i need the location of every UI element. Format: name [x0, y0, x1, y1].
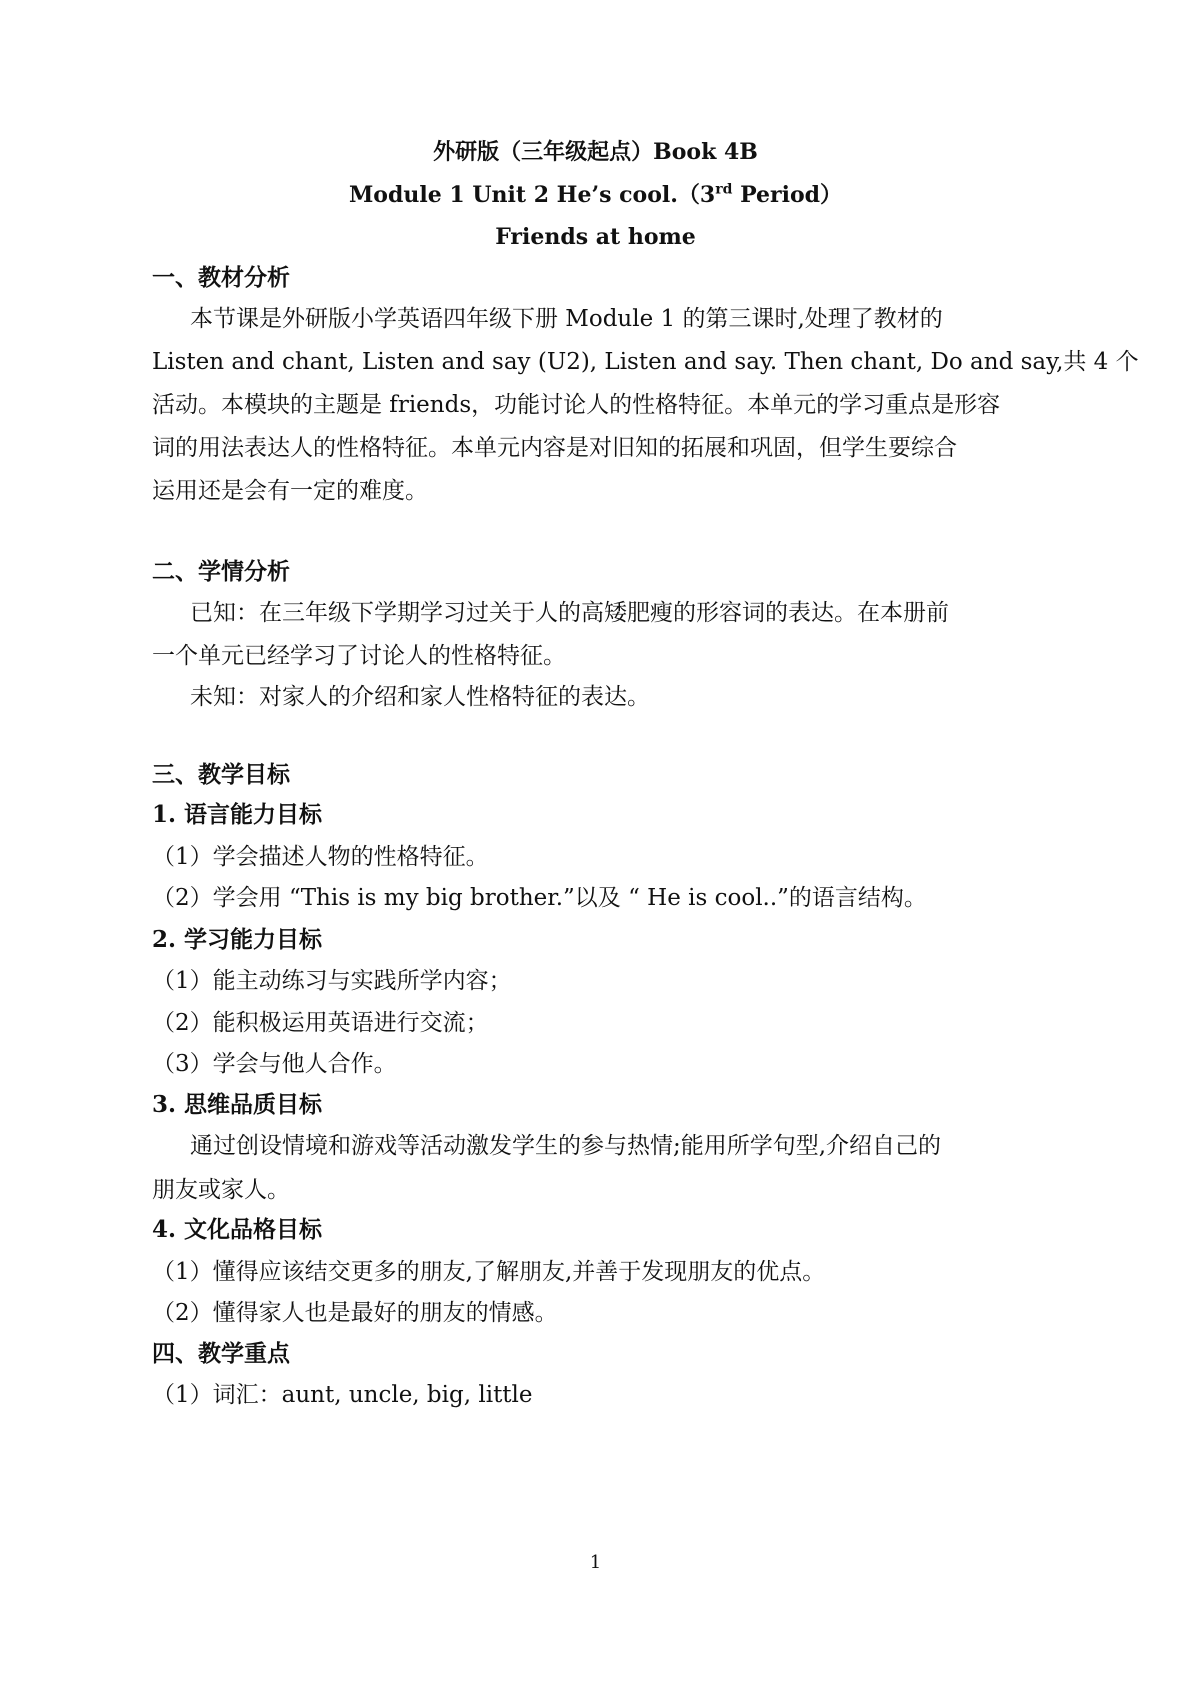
doc-subtitle: Friends at home — [495, 224, 696, 250]
paragraph-line: 通过创设情境和游戏等活动激发学生的参与热情;能用所学句型,介绍自己的 — [190, 1133, 942, 1159]
paragraph-line: 一个单元已经学习了讨论人的性格特征。 — [152, 643, 566, 669]
paragraph-line: 朋友或家人。 — [152, 1177, 290, 1203]
page-number: 1 — [589, 1552, 602, 1573]
paragraph-line: 活动。本模块的主题是 friends，功能讨论人的性格特征。本单元的学习重点是形容 — [152, 392, 1001, 418]
list-item: （1）能主动练习与实践所学内容； — [152, 968, 512, 994]
section-heading-teaching-objectives: 三、教学目标 — [152, 761, 290, 788]
list-item: （1）懂得应该结交更多的朋友,了解朋友,并善于发现朋友的优点。 — [152, 1259, 826, 1285]
section-heading-textbook-analysis: 一、教材分析 — [152, 264, 290, 291]
doc-title-line2-pre: Module 1 Unit 2 He’s cool.（3 — [348, 182, 716, 208]
paragraph-line: 词的用法表达人的性格特征。本单元内容是对旧知的拓展和巩固，但学生要综合 — [152, 435, 957, 461]
subheading-learning-ability: 2. 学习能力目标 — [152, 926, 323, 953]
subheading-cultural-character: 4. 文化品格目标 — [152, 1216, 323, 1243]
doc-title-line2-post: Period） — [732, 182, 843, 208]
list-item: （2）能积极运用英语进行交流； — [152, 1010, 489, 1036]
list-item: （3）学会与他人合作。 — [152, 1051, 397, 1077]
section-heading-teaching-focus: 四、教学重点 — [152, 1340, 290, 1367]
subheading-thinking-quality: 3. 思维品质目标 — [152, 1091, 323, 1118]
list-item: （1）学会描述人物的性格特征。 — [152, 844, 489, 870]
paragraph-line: Listen and chant, Listen and say (U2), Listen and say. Then chant, Do and say,共 4 个 — [152, 349, 1139, 375]
paragraph-line: 未知：对家人的介绍和家人性格特征的表达。 — [190, 684, 650, 710]
list-item: （2）学会用 “This is my big brother.”以及 “ He is cool..”的语言结构。 — [152, 885, 927, 911]
subheading-language-ability: 1. 语言能力目标 — [152, 801, 323, 828]
paragraph-line: 运用还是会有一定的难度。 — [152, 478, 428, 504]
list-item: （2）懂得家人也是最好的朋友的情感。 — [152, 1300, 558, 1326]
doc-title-line2 — [0, 180, 1191, 210]
section-heading-learner-analysis: 二、学情分析 — [152, 558, 290, 585]
doc-title-line1: 外研版（三年级起点）Book 4B — [433, 139, 758, 165]
paragraph-line: 已知：在三年级下学期学习过关于人的高矮肥瘦的形容词的表达。在本册前 — [190, 600, 949, 626]
doc-title-line2-sup: rd — [715, 181, 733, 198]
list-item: （1）词汇：aunt, uncle, big, little — [152, 1382, 533, 1408]
paragraph-line: 本节课是外研版小学英语四年级下册 Module 1 的第三课时,处理了教材的 — [190, 306, 943, 332]
